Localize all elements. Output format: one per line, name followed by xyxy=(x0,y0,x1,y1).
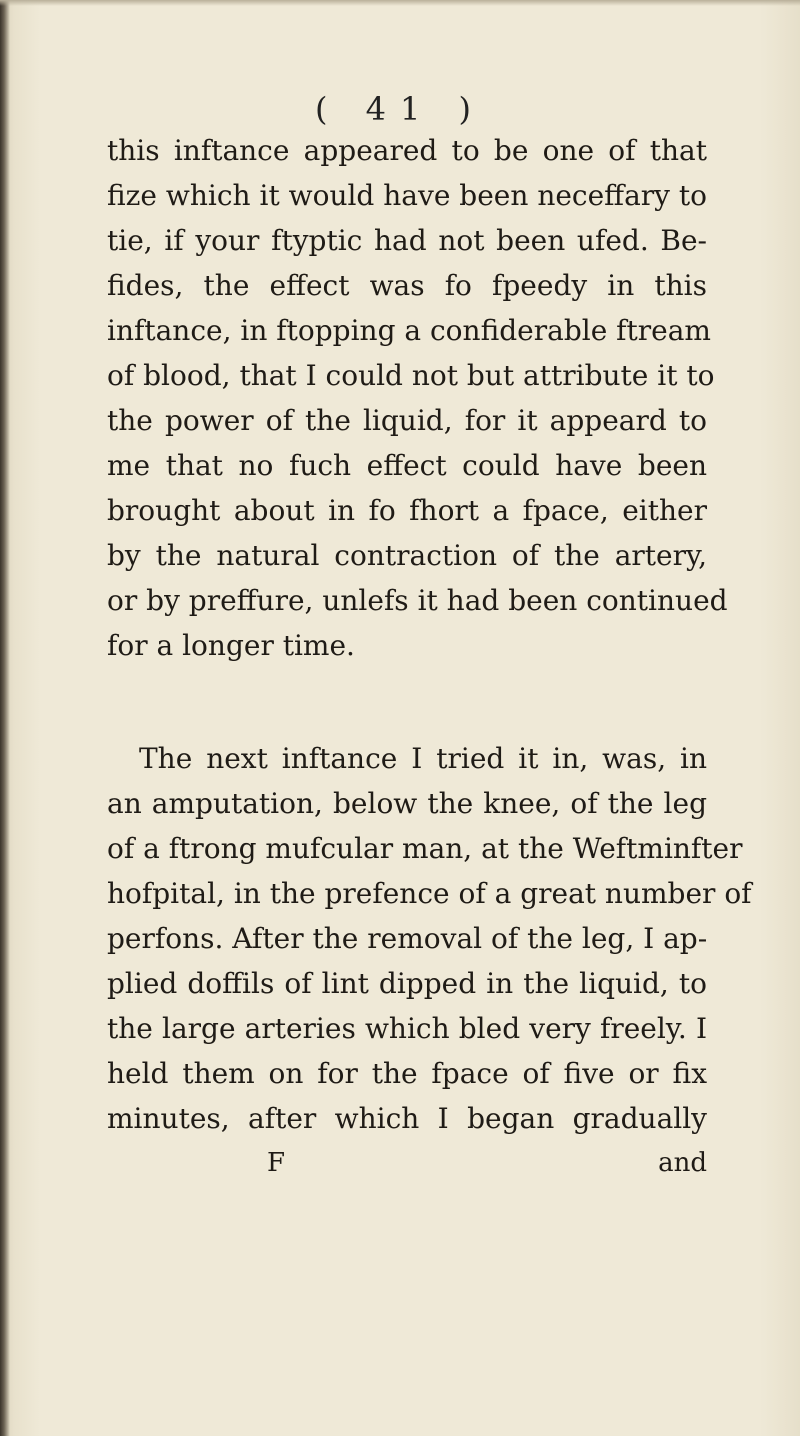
binding-edge xyxy=(0,0,10,1436)
text-line: minutes, after which I began gradually xyxy=(107,1102,707,1135)
text-line: held them on for the fpace of five or fix xyxy=(107,1057,707,1090)
text-line: me that no fuch effect could have been xyxy=(107,449,707,482)
text-line: for a longer time. xyxy=(107,629,355,662)
text-line: tie, if your ftyptic had not been ufed. Be- xyxy=(107,224,707,257)
text-line: or by preffure, unlefs it had been continued xyxy=(107,584,728,617)
text-line: of a ftrong mufcular man, at the Weftminfter xyxy=(107,832,743,865)
text-line: an amputation, below the knee, of the leg xyxy=(107,787,707,820)
text-line: The next inftance I tried it in, was, in xyxy=(139,742,707,775)
text-line: this inftance appeared to be one of that xyxy=(107,134,707,167)
text-line: of blood, that I could not but attribute it to xyxy=(107,359,715,392)
paragraph-gap xyxy=(107,668,707,736)
text-line: fize which it would have been neceffary to xyxy=(107,179,707,212)
text-line: brought about in fo fhort a fpace, either xyxy=(107,494,707,527)
catchword: and xyxy=(658,1148,707,1178)
page-number: ( 41 ) xyxy=(314,90,486,128)
catchline xyxy=(107,1141,707,1186)
top-edge xyxy=(0,0,800,6)
text-line: plied doffils of lint dipped in the liquid, to xyxy=(107,967,707,1000)
text-line: hofpital, in the prefence of a great number of xyxy=(107,877,752,910)
text-line: perfons. After the removal of the leg, I ap- xyxy=(107,922,708,955)
text-line: fides, the effect was fo fpeedy in this xyxy=(107,269,707,302)
text-line: inftance, in ftopping a confiderable ftream xyxy=(107,314,711,347)
text-line: by the natural contraction of the artery, xyxy=(107,539,707,572)
paragraph-1 xyxy=(107,128,728,668)
paragraph-2 xyxy=(107,736,752,1141)
text-block xyxy=(107,128,752,1186)
text-line: the power of the liquid, for it appeard to xyxy=(107,404,707,437)
signature-mark: F xyxy=(267,1148,286,1178)
text-line: the large arteries which bled very freely. I xyxy=(107,1012,707,1045)
